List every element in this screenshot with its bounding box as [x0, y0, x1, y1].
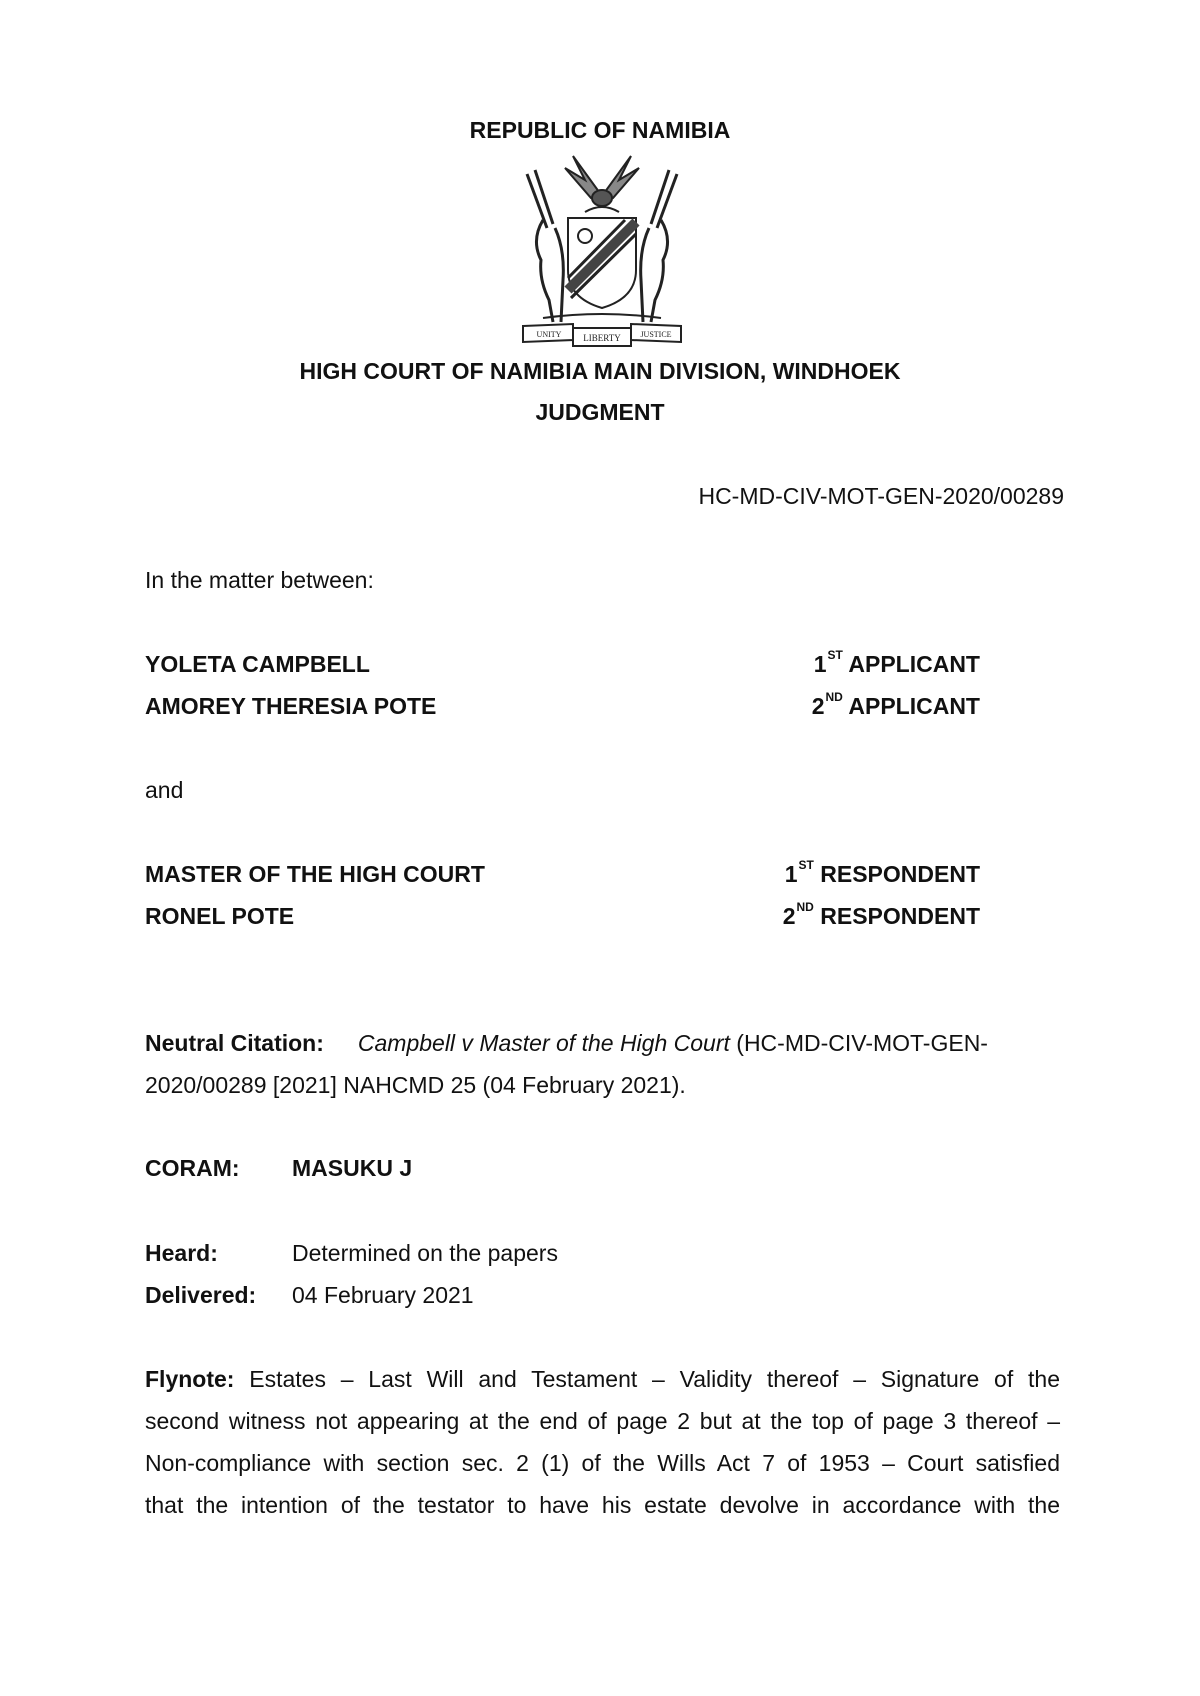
neutral-citation-label: Neutral Citation: — [145, 1030, 324, 1056]
matter-intro: In the matter between: — [145, 567, 374, 593]
neutral-citation-line2: 2020/00289 [2021] NAHCMD 25 (04 February 2021). — [145, 1072, 686, 1098]
respondent-1-name: MASTER OF THE HIGH COURT — [145, 861, 485, 887]
republic-heading: REPUBLIC OF NAMIBIA — [469, 117, 731, 143]
heard-label: Heard: — [145, 1240, 218, 1266]
respondent-2-name: RONEL POTE — [145, 903, 295, 929]
flynote-line-4: that the intention of the testator to have his estate devolve in accordance with the — [145, 1492, 1060, 1518]
svg-text:UNITY: UNITY — [536, 330, 562, 339]
applicant-2-role: 2ND APPLICANT — [811, 690, 980, 719]
coat-of-arms-emblem — [513, 150, 691, 350]
respondent-1-role: 1ST RESPONDENT — [784, 858, 980, 887]
flynote-line-3: Non-compliance with section sec. 2 (1) of the Wills Act 7 of 1953 – Court satisfied — [145, 1450, 1060, 1476]
flynote-line-2: second witness not appearing at the end of page 2 but at the top of page 3 thereof – — [145, 1408, 1060, 1434]
flynote-label: Flynote: — [145, 1366, 235, 1392]
citation-rest: (HC-MD-CIV-MOT-GEN- — [729, 1030, 988, 1056]
case-number: HC-MD-CIV-MOT-GEN-2020/00289 — [698, 483, 1064, 509]
court-heading: HIGH COURT OF NAMIBIA MAIN DIVISION, WINDHOEK — [299, 358, 901, 384]
judgment-heading: JUDGMENT — [535, 399, 665, 425]
applicant-1-role: 1ST APPLICANT — [813, 648, 980, 677]
coram-label: CORAM: — [145, 1155, 240, 1181]
svg-text:LIBERTY: LIBERTY — [583, 333, 621, 343]
coram-value: MASUKU J — [292, 1155, 413, 1181]
citation-case-name: Campbell v Master of the High Court — [357, 1030, 730, 1056]
delivered-label: Delivered: — [145, 1282, 257, 1308]
heard-value: Determined on the papers — [292, 1240, 558, 1266]
respondent-2-role: 2ND RESPONDENT — [782, 900, 980, 929]
svg-text:JUSTICE: JUSTICE — [640, 330, 672, 339]
applicant-2-name: AMOREY THERESIA POTE — [145, 693, 437, 719]
conjunction-and: and — [145, 777, 184, 803]
flynote-line-1: Flynote: Estates – Last Will and Testament – Validity thereof – Signature of the — [145, 1366, 1060, 1392]
neutral-citation-line1 — [145, 1030, 988, 1057]
delivered-value: 04 February 2021 — [292, 1282, 474, 1308]
applicant-1-name: YOLETA CAMPBELL — [145, 651, 370, 677]
